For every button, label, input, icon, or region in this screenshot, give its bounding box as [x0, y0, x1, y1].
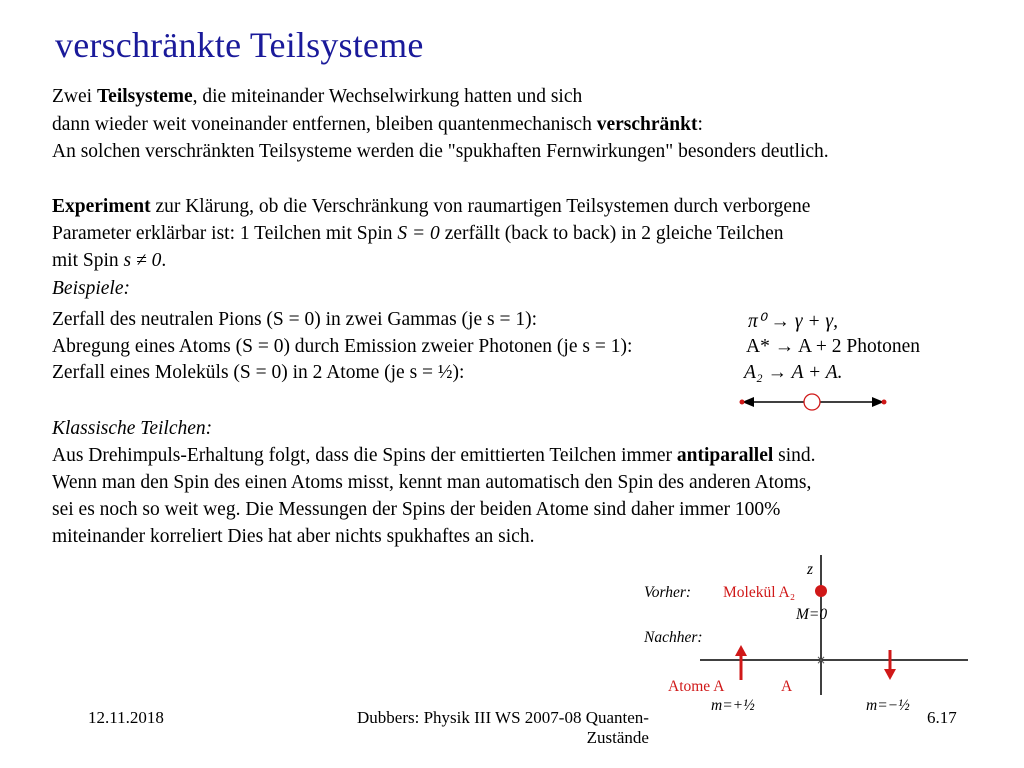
experiment-l2-a: Parameter erklärbar ist: 1 Teilchen mit Spin [52, 223, 398, 244]
decay-particle-right [882, 400, 887, 405]
vorher-label: Vorher: [644, 584, 692, 601]
intro-l1-bold: Teilsysteme [96, 86, 193, 107]
atome-label: Atome A [668, 678, 725, 695]
m-total-label: M=0 [796, 606, 828, 623]
page-title: verschränkte Teilsysteme [55, 25, 424, 65]
spin-up-arrowhead [735, 645, 747, 656]
intro-l2-c: : [697, 114, 703, 135]
example-row-2-left: Abregung eines Atoms (S = 0) durch Emission zweier Photonen (je s = 1): [52, 336, 633, 357]
nachher-label: Nachher: [644, 629, 703, 646]
footer-source-line-2: Zustände [586, 728, 649, 747]
intro-l1-a: Zwei [52, 86, 97, 107]
example-row-1-left: Zerfall des neutralen Pions (S = 0) in zwei Gammas (je s = 1): [52, 309, 537, 330]
classical-l1-c: sind. [773, 445, 816, 466]
molekuel-label: Molekül A₂ [723, 584, 796, 601]
intro-line-3: An solchen verschränkten Teilsysteme werden die "spukhaften Fernwirkungen" besonders deutlich. [52, 141, 829, 162]
experiment-l3-a: mit Spin [52, 250, 124, 271]
classical-line-3: sei es noch so weit weg. Die Messungen der Spins der beiden Atome sind daher immer 100% [52, 499, 781, 520]
footer-page-number: 6.17 [927, 708, 957, 727]
experiment-l2-math: S = 0 [397, 223, 440, 244]
intro-l2-bold: verschränkt [596, 114, 698, 135]
decay-particle-left [740, 400, 745, 405]
classical-line-2: Wenn man den Spin des einen Atoms misst, kennt man automatisch den Spin des anderen Atoms, [52, 472, 812, 493]
examples-heading: Beispiele: [52, 278, 130, 299]
decay-molecule [804, 394, 820, 410]
footer-source [357, 708, 649, 748]
atom-b-label: A [781, 678, 793, 695]
molecule-dot [815, 585, 827, 597]
intro-l2-a: dann wieder weit voneinander entfernen, bleiben quantenmechanisch [52, 114, 597, 135]
experiment-l3-b: . [161, 250, 167, 271]
classical-l1-a: Aus Drehimpuls-Erhaltung folgt, dass die Spins der emittierten Teilchen immer [52, 445, 677, 466]
experiment-bold: Experiment [52, 196, 151, 217]
experiment-l3-math: s ≠ 0 [123, 250, 162, 271]
z-label: z [807, 561, 814, 578]
m-plus-label: m=+½ [711, 697, 755, 714]
classical-l1-bold: antiparallel [676, 445, 774, 466]
example-row-3-left: Zerfall eines Moleküls (S = 0) in 2 Atome (je s = ½): [52, 362, 465, 383]
example-row-2-right: A* → A + 2 Photonen [746, 336, 921, 357]
footer-source-line-1: Dubbers: Physik III WS 2007-08 Quanten- [357, 708, 649, 727]
example-row-3-right: A₂ → A + A. [744, 362, 843, 383]
experiment-l1-b: zur Klärung, ob die Verschränkung von raumartigen Teilsystemen durch verborgene [150, 196, 811, 217]
m-minus-label: m=−½ [866, 697, 910, 714]
experiment-l2-b: zerfällt (back to back) in 2 gleiche Teilchen [439, 223, 784, 244]
spin-down-arrowhead [884, 669, 896, 680]
example-row-1-right: π⁰ → γ + γ, [748, 311, 838, 332]
center-cross: × [816, 653, 827, 667]
footer-date: 12.11.2018 [88, 708, 164, 727]
classical-heading: Klassische Teilchen: [52, 418, 213, 439]
intro-l1-c: , die miteinander Wechselwirkung hatten und sich [192, 86, 583, 107]
classical-line-4: miteinander korreliert Dies hat aber nichts spukhaftes an sich. [52, 526, 535, 547]
